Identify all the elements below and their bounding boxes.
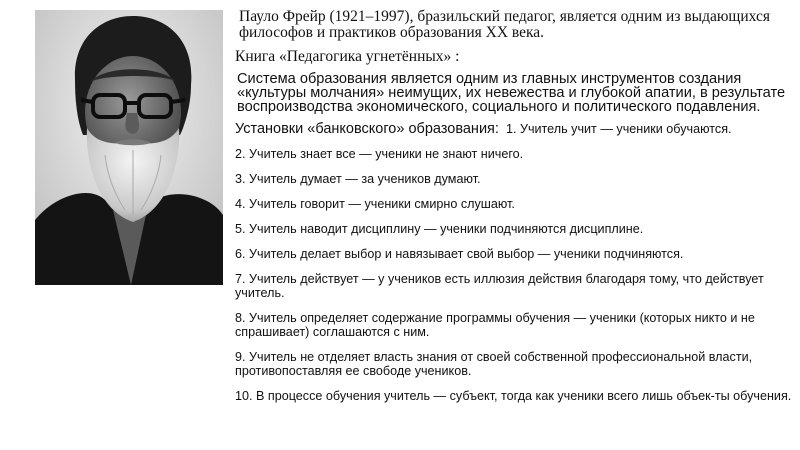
education-system-text: Система образования является одним из главных инструментов создания «культуры молчания» неимущих, их невежества и глубокой апатии, в результате воспроизводства экономического, социального и политического подавления. bbox=[237, 71, 786, 115]
banking-education-lead: Установки «банковского» образования: bbox=[235, 121, 499, 137]
intro-text: Пауло Фрейр (1921–1997), бразильский педагог, является одним из выдающихся философов и практиков образования XX века. bbox=[239, 8, 770, 41]
list-item: 10. В процессе обучения учитель — субъект, тогда как ученики всего лишь объек-ты обучения. bbox=[235, 389, 792, 403]
list-item: 8. Учитель определяет содержание программы обучения — ученики (которых никто и не спрашивает) соглашаются с ним. bbox=[235, 311, 755, 339]
list-item: 5. Учитель наводит дисциплину — ученики подчиняются дисциплине. bbox=[235, 222, 644, 236]
list-item: 1. Учитель учит — ученики обучаются. bbox=[505, 122, 732, 136]
portrait-photo bbox=[35, 10, 223, 285]
banking-principles-list bbox=[235, 147, 797, 403]
list-item: 6. Учитель делает выбор и навязывает свой выбор — ученики подчиняются. bbox=[235, 247, 684, 261]
list-item: 7. Учитель действует — у учеников есть иллюзия действия благодаря тому, что действует учитель. bbox=[235, 272, 764, 300]
list-item: 2. Учитель знает все — ученики не знают ничего. bbox=[235, 147, 524, 161]
banking-education-heading bbox=[235, 122, 797, 136]
slide-content bbox=[235, 9, 797, 403]
list-item: 4. Учитель говорит — ученики смирно слушают. bbox=[235, 197, 515, 211]
list-item: 3. Учитель думает — за учеников думают. bbox=[235, 172, 481, 186]
book-title: Книга «Педагогика угнетённых» : bbox=[235, 48, 460, 65]
portrait-illustration bbox=[35, 10, 223, 285]
list-item: 9. Учитель не отделяет власть знания от своей собственной профессиональной власти, противопоставляя ее свободе учеников. bbox=[235, 350, 753, 378]
